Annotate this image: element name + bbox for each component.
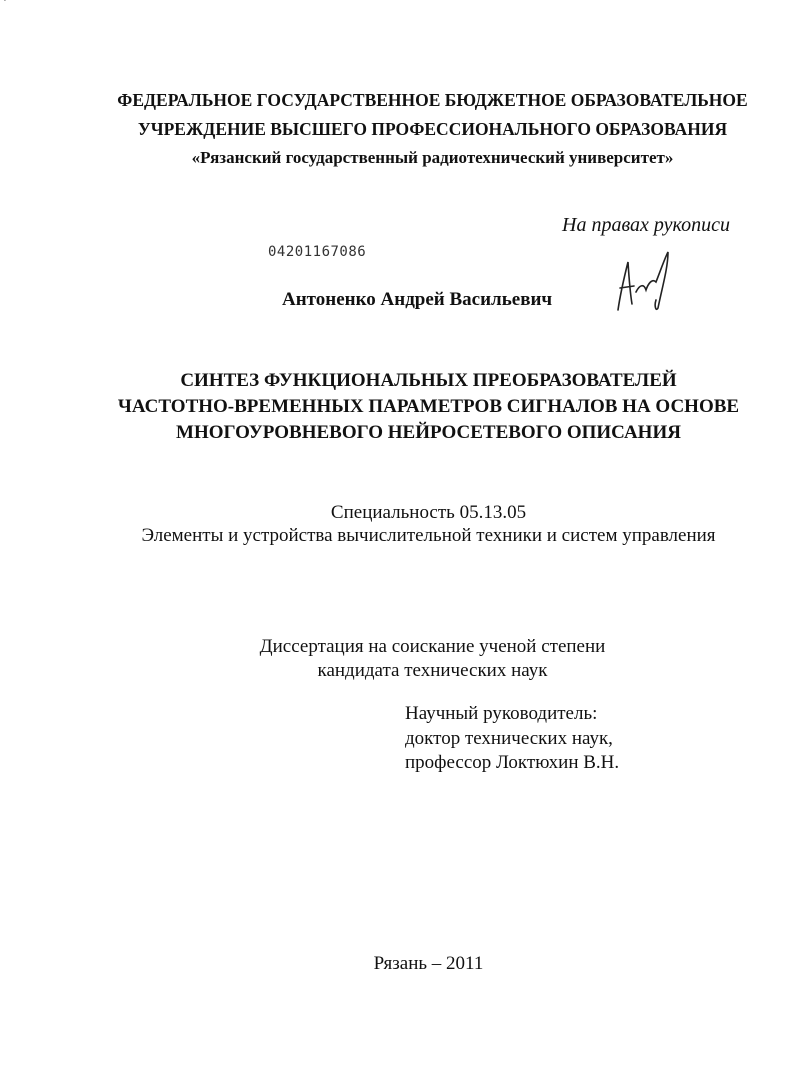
university-name: «Рязанский государственный радиотехнический университет» [191,148,674,167]
organization-line-2: УЧРЕЖДЕНИЕ ВЫСШЕГО ПРОФЕССИОНАЛЬНОГО ОБРАЗОВАНИЯ [137,119,728,139]
supervisor-block [405,702,619,776]
supervisor-degree: доктор технических наук, [405,727,613,749]
specialty-name: Элементы и устройства вычислительной техники и систем управления [141,525,716,546]
supervisor-heading: Научный руководитель: [405,703,598,724]
author-name: Антоненко Андрей Васильевич [282,289,553,310]
registration-stamp-number: 04201167086 [268,244,367,260]
dissertation-title-line-2: ЧАСТОТНО-ВРЕМЕННЫХ ПАРАМЕТРОВ СИГНАЛОВ НА ОСНОВЕ [117,396,740,417]
manuscript-note: На правах рукописи [562,214,730,236]
dissertation-title-line-3: МНОГОУРОВНЕВОГО НЕЙРОСЕТЕВОГО ОПИСАНИЯ [176,422,681,443]
city-year: Рязань – 2011 [373,953,484,974]
corner-mark: ` [3,0,7,10]
dissertation-title-line-1: СИНТЕЗ ФУНКЦИОНАЛЬНЫХ ПРЕОБРАЗОВАТЕЛЕЙ [180,370,677,391]
organization-line-1: ФЕДЕРАЛЬНОЕ ГОСУДАРСТВЕННОЕ БЮДЖЕТНОЕ ОБРАЗОВАТЕЛЬНОЕ [117,90,748,110]
degree-line-1: Диссертация на соискание ученой степени [259,636,606,657]
supervisor-name: профессор Локтюхин В.Н. [405,752,620,773]
degree-line-2: кандидата технических наук [317,660,548,681]
specialty-code: Специальность 05.13.05 [330,502,527,523]
signature-image [608,248,678,318]
